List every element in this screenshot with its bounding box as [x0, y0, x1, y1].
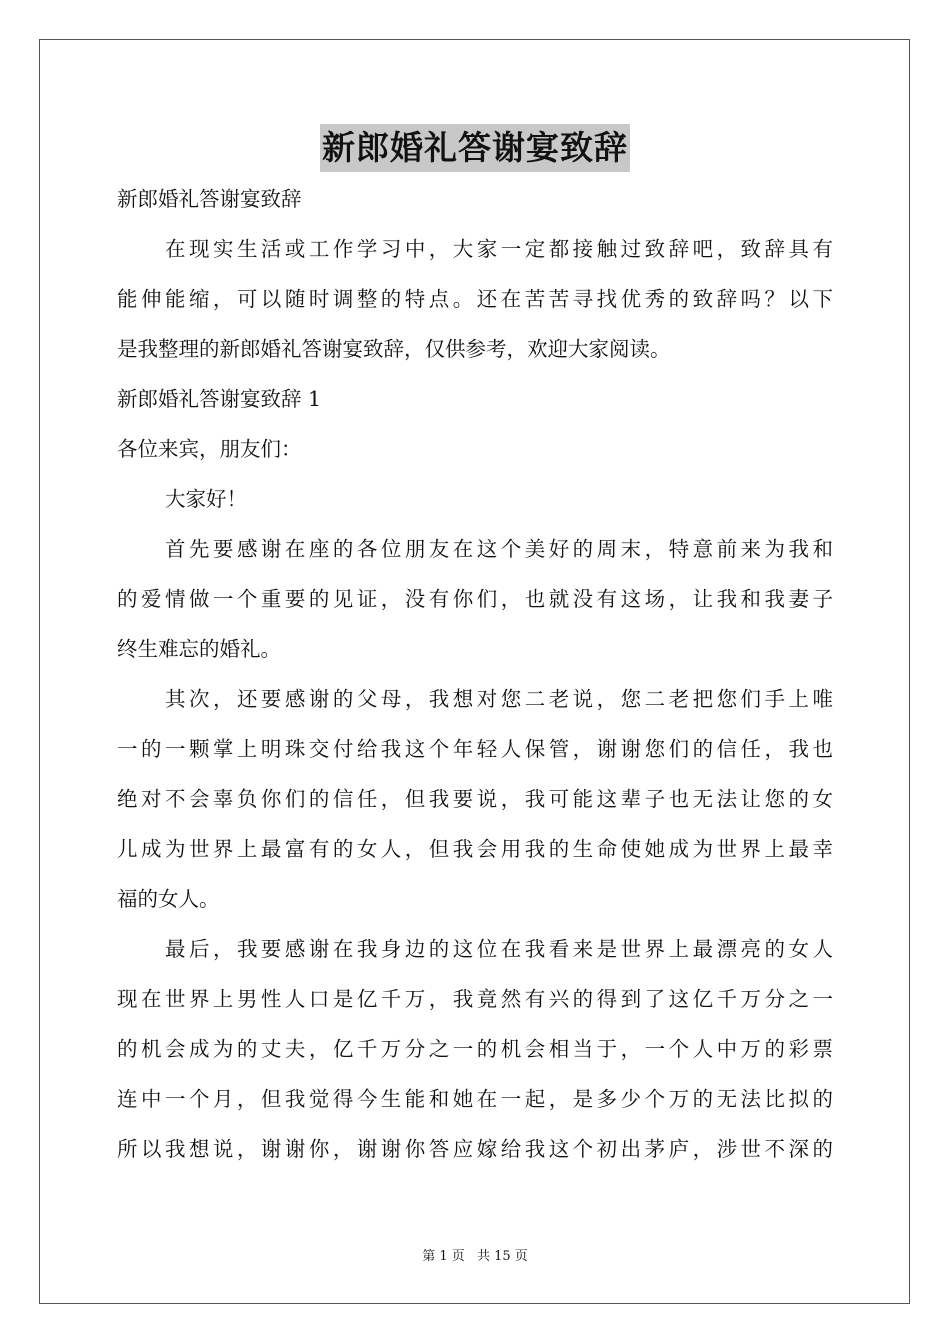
paragraph-line: 首先要感谢在座的各位朋友在这个美好的周末，特意前来为我和 — [165, 537, 833, 561]
page-number: 第 1 页 — [422, 1249, 465, 1264]
paragraph-line: 其次，还要感谢的父母，我想对您二老说，您二老把您们手上唯 — [165, 687, 833, 711]
paragraph-line: 现在世界上男性人口是亿千万，我竟然有兴的得到了这亿千万分之一 — [117, 987, 833, 1011]
paragraph-line: 最后，我要感谢在我身边的这位在我看来是世界上最漂亮的女人 — [165, 937, 833, 961]
paragraph-line: 的爱情做一个重要的见证，没有你们，也就没有这场，让我和我妻子 — [117, 587, 833, 611]
paragraph-line: 所以我想说，谢谢你，谢谢你答应嫁给我这个初出茅庐，涉世不深的 — [117, 1137, 833, 1161]
section-heading: 新郎婚礼答谢宴致辞 1 — [117, 387, 322, 411]
paragraph-line: 在现实生活或工作学习中，大家一定都接触过致辞吧，致辞具有 — [165, 237, 833, 261]
salutation: 各位来宾，朋友们： — [117, 437, 302, 461]
paragraph-line: 连中一个月，但我觉得今生能和她在一起，是多少个万的无法比拟的 — [117, 1087, 833, 1111]
subtitle-line: 新郎婚礼答谢宴致辞 — [117, 187, 302, 211]
greeting: 大家好！ — [165, 487, 247, 511]
page-footer — [0, 1248, 950, 1266]
paragraph-line: 儿成为世界上最富有的女人，但我会用我的生命使她成为世界上最幸 — [117, 837, 833, 861]
title-container — [0, 124, 950, 172]
page-border — [39, 39, 910, 1304]
paragraph-line: 福的女人。 — [117, 887, 220, 911]
paragraph-line: 的机会成为的丈夫，亿千万分之一的机会相当于，一个人中万的彩票 — [117, 1037, 833, 1061]
paragraph-line: 绝对不会辜负你们的信任，但我要说，我可能这辈子也无法让您的女 — [117, 787, 833, 811]
page-total: 共 15 页 — [476, 1249, 528, 1264]
paragraph-line: 能伸能缩，可以随时调整的特点。还在苦苦寻找优秀的致辞吗？以下 — [117, 287, 833, 311]
document-title: 新郎婚礼答谢宴致辞 — [320, 124, 630, 172]
paragraph-line: 一的一颗掌上明珠交付给我这个年轻人保管，谢谢您们的信任，我也 — [117, 737, 833, 761]
paragraph-line: 是我整理的新郎婚礼答谢宴致辞，仅供参考，欢迎大家阅读。 — [117, 337, 671, 361]
paragraph-line: 终生难忘的婚礼。 — [117, 637, 281, 661]
